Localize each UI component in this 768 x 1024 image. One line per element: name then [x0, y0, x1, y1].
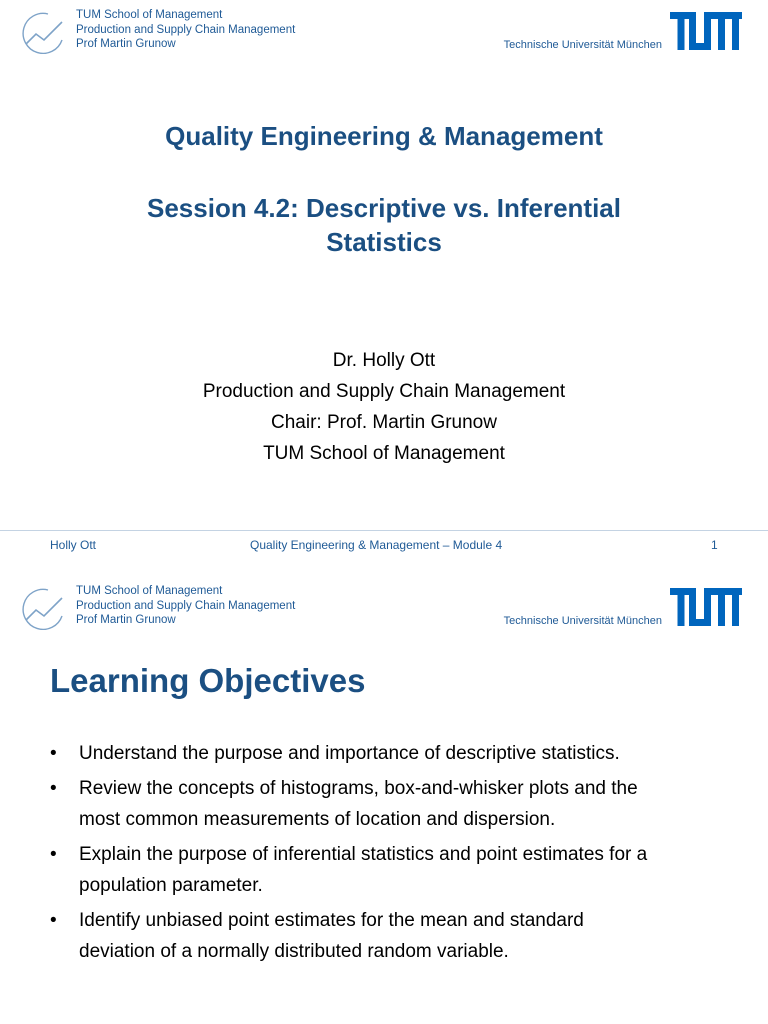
bullet-icon: •: [50, 778, 57, 799]
header-professor: Prof Martin Grunow: [76, 614, 176, 626]
header-school: TUM School of Management: [76, 585, 223, 597]
bullet-icon: •: [50, 743, 57, 764]
header-school: TUM School of Management: [76, 9, 223, 21]
footer-page-number: 1: [711, 538, 718, 552]
list-item: [50, 839, 740, 901]
bullet-line: population parameter.: [79, 875, 263, 896]
bullet-icon: •: [50, 844, 57, 865]
footer-divider: [0, 530, 768, 531]
author-name: Dr. Holly Ott: [332, 350, 436, 371]
objectives-list: [50, 738, 740, 971]
university-name: Technische Universität München: [503, 615, 662, 627]
header-professor: Prof Martin Grunow: [76, 38, 176, 50]
bullet-line: most common measurements of location and dispersion.: [79, 809, 556, 830]
author-block: [0, 345, 768, 469]
session-title-line1: Session 4.2: Descriptive vs. Inferential: [147, 193, 621, 223]
header-text: [76, 8, 295, 52]
school-logo-icon: [18, 10, 66, 54]
university-name: Technische Universität München: [503, 39, 662, 51]
author-school: TUM School of Management: [263, 443, 505, 464]
bullet-icon: •: [50, 910, 57, 931]
header-chair: Production and Supply Chain Management: [76, 599, 296, 612]
objectives-slide: [0, 576, 768, 1024]
tum-logo-icon: [670, 588, 742, 626]
footer-author: Holly Ott: [50, 538, 97, 552]
author-chair: Chair: Prof. Martin Grunow: [271, 412, 497, 433]
tum-logo-icon: [670, 12, 742, 50]
course-title: Quality Engineering & Management: [165, 121, 603, 151]
session-title-line2: Statistics: [326, 227, 442, 257]
header-text: [76, 584, 295, 628]
header-chair: Production and Supply Chain Management: [76, 23, 296, 36]
school-logo-icon: [18, 586, 66, 630]
slide-title: Learning Objectives: [50, 662, 366, 699]
list-item: [50, 773, 740, 835]
bullet-line: Understand the purpose and importance of descriptive statistics.: [79, 743, 620, 764]
author-department: Production and Supply Chain Management: [202, 381, 566, 402]
footer-module: Quality Engineering & Management – Module 4: [250, 538, 503, 552]
bullet-line: Explain the purpose of inferential statistics and point estimates for a: [79, 844, 648, 865]
bullet-line: deviation of a normally distributed random variable.: [79, 941, 509, 962]
list-item: [50, 738, 740, 769]
list-item: [50, 905, 740, 967]
bullet-line: Review the concepts of histograms, box-and-whisker plots and the: [79, 778, 638, 799]
bullet-line: Identify unbiased point estimates for the mean and standard: [79, 910, 584, 931]
